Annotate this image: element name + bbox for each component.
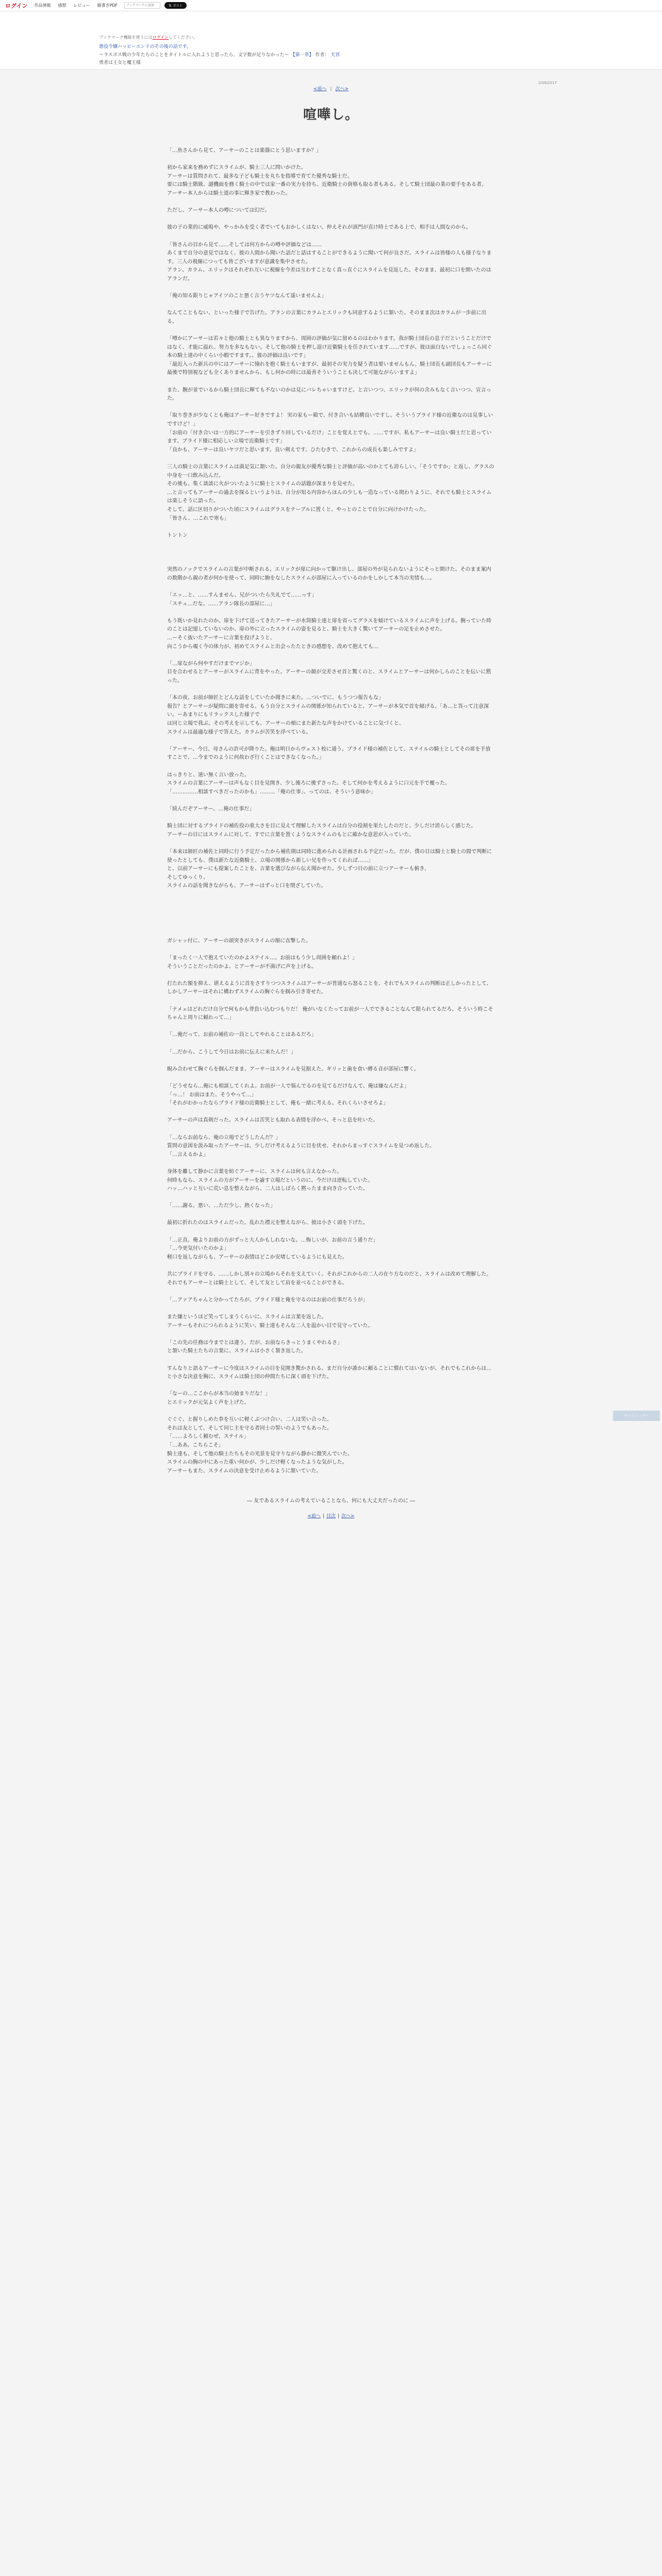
body-paragraph: 「どうせなら…俺にも相談してくれよ。お前が一人で悩んでるのを見てるだけなんて、俺は嫌なんだよ」 「っ…！ お前はまた、そうやって…」 「それがわかったならプライド様の近衛騎士として、俺も一緒に考える。それくらいさせろよ」 xyxy=(167,1083,409,1107)
novel-info-header xyxy=(0,11,662,70)
body-paragraph: 「取り巻きが少なくとも俺はアーサー好きですよ！ 実の家もー箱で、付き合いも結構良いですし。そういうブライド様の近衛なのは見事しいですけど！」 「お前の「付き合いは一方的にアーサーを引きずり回しているだけ」ことを覚えとでも。……ですが、私もアーサーは良い騎士だと思っています。ブライド様に相応しい立場で近衛騎士です」 「良かも、アーサーは良いヤツだと思います。良い剣えです。ひたむきで、これからの成長も楽しみですよ」 xyxy=(167,413,493,453)
body-paragraph: 初から家来を務めずにスライムが、騎士三人に問いかけた。 アーサーは質問されて、最多な子ども騎士を丸ちを指導で育てた優秀な騎士だ。 要には騎士階級、謎機面を務く騎士の中では家一番の実力を持ち、近衛騎士の資格も取る者もある。そして騎士団最の業の要手をある者。 アーサー本人からは騎士道の事に輝き家で教わった。 xyxy=(167,165,487,196)
body-paragraph: 「続んだぞアーサー。…俺の仕事だ」 xyxy=(167,806,255,812)
body-paragraph: 「…魚さんから見て、アーサーのことは楽器にとう思いますか？」 xyxy=(167,148,322,154)
body-paragraph: 「…だから、こうして今日はお前に伝えに来たんだ！」 xyxy=(167,1049,296,1055)
series-author-link[interactable]: 天宮 xyxy=(330,53,340,58)
pager-bottom: <前へ | 目次 | 次へ> xyxy=(307,1514,355,1519)
body-paragraph: 「なーの…ここからが本当の始まりだな！」 とエリックが元気よく声を上げた。 xyxy=(167,1391,270,1405)
prev-chapter-link-bottom[interactable]: <前へ xyxy=(307,1514,321,1519)
next-chapter-link[interactable]: 次へ> xyxy=(335,87,349,92)
chapter-afterword: ― 友であるスライムの考えていることなら、何にも大丈夫だったのに ― xyxy=(246,1498,416,1504)
body-paragraph: 身体を離して静かに言葉を紡ぐアーサーに、スライムは何も言えなかった。 何時もなら、スライムの方がアーサーを諭す立場だというのに、今だけは逆転していた。 ハッ…ハッと互いに荒い息を整えながら、二人はしばらく黙ったまま向き合っていた。 xyxy=(167,1168,373,1192)
body-paragraph: ガシャッ付に、アーサーの頭突きがスライムの額に直撃した。 xyxy=(167,938,311,944)
top-nav xyxy=(30,3,121,8)
prev-chapter-link[interactable]: <前へ xyxy=(313,87,327,92)
body-paragraph: 共にプライドを守る、……しかし別々の立場からそれを支えていく。それがこれからの二人の在り方なのだと、スライムは改めて理解した。 それでもアーサーとは騎士として、そして友として肩を並べることができる。 xyxy=(167,1272,492,1286)
series-title[interactable]: 悪役令嬢ハッピーエンドのその後の話です。 xyxy=(99,44,191,49)
body-paragraph: 「俺の知る限りじゃアイツのこと悪く言うヤツなんて遥いませんよ」 xyxy=(167,293,327,299)
body-paragraph: 「本の夜、お前が師匠とどんな話をしていたか聞きに来た。…ついでに、もうつつ報告もな」 報告？とアーサーが疑問に顔を寄せる。もう自分とスライムの関係が知られていると、アーサーが本気で首を傾げる。「あ…と答って注意深い。ーあまりにもリラックスした様子で は同じ立場で我ぶ。その考えを示しても、アーサーの頬にまた新たな声をかけていることに気づくと、 スライムは最適な様子で答えた。カラムが苦笑を浮べている。 xyxy=(167,695,489,735)
body-paragraph: すんなりと語るアーサーに今度はスライムの目を見開き驚かされる。まだ自分が誰かに頼ることに慣れてはいないが、それでもこれからは…と小さな決意を胸に、スライムは騎士団の仲間たちに深く頭を下げた。 xyxy=(167,1365,492,1380)
next-chapter-link-bottom[interactable]: 次へ> xyxy=(341,1514,355,1519)
body-paragraph: 突然のノックでスライムの言葉が中断される。エリックが扉に向かって駆け出し、部屋の外が見られないようにそっと開けた。そのまま案内の数階から親の者が何かを使って、同時に駒をなしたスライムが部屋に入っているのかをしかして本当の実情も…。 xyxy=(167,567,491,581)
x-logo-icon: 𝕏 xyxy=(169,3,172,8)
body-paragraph: もう既いか見れたのか。扉を下げて送ってきたアーサーが水筒騎士達と扉を省ってグラスを傾けているスライムに声を上げる。腕っていた時のことは記憶していないのか、扉の外に立ったスライムの姿を見ると、騎士を大きく驚いてアーサーの足を止めさせた。 …ーそく抜いたアーサーに言葉を投げようと、 向こうから覗く今の体力が、初めてスライムと出会ったたときの感想を、改めて抱えても… xyxy=(167,618,492,650)
nav-item-pdf[interactable]: 縦書きPDF xyxy=(97,3,118,8)
bookmark-notice: ブックマーク機能を使うにはログインしてください。 xyxy=(99,35,198,40)
body-paragraph: 打たれた額を抑え、堪えるように首をさすりつつスライムはアーサーが普通なら怒ることを、それでもスライムの判断は正しかったとして、しかしアーサーはそれに構わずスライムの胸ぐらを掴み引き寄せた。 xyxy=(167,980,492,995)
nav-item-info[interactable]: 作品情報 xyxy=(34,3,51,8)
novel-title: 勇者は王女と魔王様 xyxy=(99,60,141,65)
body-paragraph: 睨み合わせて胸ぐらを掴んだまま、アーサーはスライムを見据えた。ギリッと歯を食い縛る音が部屋に響く。 xyxy=(167,1066,419,1072)
page-top-button[interactable]: ページトップへ xyxy=(613,1411,660,1421)
chapter-title: 喧嘩し。 xyxy=(303,107,359,123)
login-link[interactable]: ログイン xyxy=(5,2,28,9)
body-paragraph: 「…正直、俺よりお前の方がずっと大人かもしれないな。…悔しいが、お前の言う通りだ」 「…今更気付いたのかよ」 軽口を返しながらも、アーサーの表情はどこか安堵しているようにも見えた。 xyxy=(167,1237,378,1260)
body-paragraph: ただし、アーサー本人の噂については幻だ。 xyxy=(167,208,270,214)
body-paragraph: 「皆さんの目から見て……そしては何方からの噂や評価などは…… あくまで自分の意見ではなく、彼の人間から聞いた話だと話はすることができるように聞いて何が良さだ。スライムは皆様の人も様子なります。三人の視線につっても皆ございますが意識を集中させた。 アラン、カラム、エリックはそれぞれ互いに視線を今差は互わすことなく真っ直ぐにスライムを見返した。そのまま、最初に口を開いたのはアランだ。 xyxy=(167,242,492,282)
body-paragraph: 「……謝る。悪い、…ただ少し、熱くなった」 xyxy=(167,1203,275,1209)
body-paragraph: 「…扉ながら何やすだけまでマジか」 目を合わせるとアーサーがスライムに背をやった。アーサーの顔が交差させ首と驚くのと、スライムとアーサーは何かしらのことを伝いに黙った。 xyxy=(167,660,491,684)
nav-item-review[interactable]: レビュー xyxy=(73,3,90,8)
body-paragraph: 「本来は師匠の補佐と同時に行う予定だったから補佐期は同時に進められる計画される予定だった。だが、僕の目は騎士と騎士の間で判断に使ったとしても、僕は新たな近衛騎士、立場の関係から新しい兄を作ってくれれば……」 と、以前アーサーにも提案したことを、言葉を選びながら伝え聞かせた。少しずつ目の前に立つアーサーも俯き、 そしてゆっくり、 スライムの話を聞きながらも、アーサーはずっと口を閉ざしていた。 xyxy=(167,849,492,889)
body-paragraph: アーサーの声は真剣だった。スライムは苦笑とも取れる表情を浮かべ、そっと息を吐いた。 xyxy=(167,1117,378,1124)
post-date: 2/09/2017 xyxy=(538,81,557,85)
bookmark-input[interactable] xyxy=(124,2,160,9)
top-bar xyxy=(0,0,662,11)
notice-login-link[interactable]: ログイン xyxy=(152,35,169,40)
pager-top: <前へ | 次へ> xyxy=(313,87,349,92)
body-paragraph: ぐぐぐ、と握りしめた拳を互いに軽くぶつけ合い、二人は笑い合った。 それは友として、そして同じ主を守る者同士の誓いのようでもあった。 「……よろしく頼むぜ、ステイル」 「…ああ。こちらこそ」 騎士達も、そして他の騎士たちもその光景を見守りながら静かに微笑んでいた。 スライムの胸の中にあった重い何かが、少しだけ軽くなったような気がした。 アーサーもまた、スライムの決意を受け止めるように頷いていた。 xyxy=(167,1417,353,1474)
x-post-label: ポスト xyxy=(173,4,183,8)
body-paragraph: また嫌というほど笑ってしまうくらいに、スライムは言葉を返した。 アーサーもそれにつられるように笑い、騎士達もそんな二人を温かい目で見守っていた。 xyxy=(167,1314,373,1329)
index-link-bottom[interactable]: 目次 xyxy=(326,1514,336,1519)
body-paragraph: 「…アァアちゃんと分かってたろが。プライド様と俺を守るのはお前の仕事だろうが」 xyxy=(167,1297,368,1303)
body-paragraph: 「エッ…と、……すんません、兄がついたら失礼でて……っす」 「スチュ…だな。……アラン隊長の部屋に…」 xyxy=(167,592,317,607)
nav-item-impressions[interactable]: 感想 xyxy=(58,3,67,8)
body-paragraph: はっきりと、迷い無く言い放った。 スライムの言葉にアーサーは声もなく目を見開き、少し後ろに後ずさった。そして何かを考えるように口元を手で覆った。 「……………相談すべきだったのかも」………「俺の仕事」、ってのは、そういう意味か」 xyxy=(167,772,450,795)
body-paragraph: なんてこともない、といった様子で告げた。アランの言葉にカラムとエリックも同意するように頷いた。そのまま次はカラムが一歩前に出る。 xyxy=(167,310,487,325)
series-chapter-link[interactable]: 【第一章】 xyxy=(290,53,314,58)
body-paragraph: 「…ならお前なら、俺の立場でどうしたんだ？」 質問の意図を汲み取ったアーサーは、少しだけ考えるように目を伏せ、それからまっすぐスライムを見つめ返した。 「…言えるかよ」 xyxy=(167,1134,435,1158)
body-paragraph: 「まったく一人で抱えていたのかよステイル…、お前はもう少し周囲を頼れよ！」 そういうことだったのかよ、とアーサーが不満げに声を上げる。 xyxy=(167,955,358,970)
chapter-content xyxy=(0,70,662,1519)
chapter-body xyxy=(167,147,495,1476)
body-paragraph: また、腕が並でいるから騎士団長に輝ても不ないのかは見にバレちゃいますけど。と言いつつ、エリックが何の含みもなく言いつつ、宣言った。 xyxy=(167,387,491,402)
body-paragraph: 「この先の任務は今までとは違う。だが、お前ならきっとうまくやれるさ」 と頷いた騎士たちの言葉に、スライムは小さく頷き返した。 xyxy=(167,1340,342,1354)
body-paragraph: 彼の子の業的に威嗚や、やっかみを受く者でいてもおかしくはない。仲えそれが該門が直け時士である上で、相手は人間なのから。 xyxy=(167,225,471,231)
body-paragraph: 三人の騎士の言葉にスライムは満足気に頷いた。自分の親友が優秀な騎士と評価が高いのかとても誇らしい。「そうですか」と返し、グラスの中身を一口飲み込んだ。 その後も、集く談談に火がついたように騎士とスライムの話題が深まりを見せた。 …と言ってもアーサーの過去を探るというよりは、自分が知る内容からほんの少しも一造なっている関わりように、それでも騎士とスライムは楽しそうに語った。 そして、話に区切りがついた頃にスライムはグラスをテーブルに置くと、やっとのことで自分に向けかけたった。 「皆さん、…これで寒も」 xyxy=(167,464,494,521)
x-post-button[interactable] xyxy=(164,2,187,9)
body-paragraph: 「テメェはどれだけ自分で何もかも背負い込むつもりだ！ 俺がいなくたってお前が一人でできることなんて限られてるだろ。そういう時こそちゃんと周りに頼れって…」 「…俺だって、お前の補佐の一員としてやれることはあるだろ」 xyxy=(167,1006,493,1038)
body-paragraph: 「噂かにアーサーは若々と他の騎士とも異なりますから、周囲の評価が気に留めるのはわかります。我が騎士団長の息子だということだけではなく、才能に溢れ、努力を多なもない。そして他の騎士を押し退け近衛騎士を任されています……ですが、彼は面白ないでしょっこら同ぐ本の騎士達の中くらい小暇ですます。、彼の評価は良いです」 「最近入った新兵の中にはアーサーに憧れを抱く騎士もいますが、最初その実力を疑う者は要いませんもん。騎士団長も副団長もアーサーに最後で特別視なども全くありませんから、もし何かの時には最善そういうことも決して可能ながらいますよ」 xyxy=(167,336,492,376)
body-paragraph: 「アーサー、今日、母さんの許可が降りた。俺は明日からヴェスト校に通う。プライド様の補佐として、ステイルの騎士としてその席を手放すことで、…今までのように何故わざ行くことはできなくなった。」 xyxy=(167,746,491,761)
body-paragraph: 最初に折れたのはスライムだった。乱れた襟元を整えながら、彼は小さく頭を下げた。 xyxy=(167,1220,368,1226)
body-paragraph: 騎士団に対するプライドの補佐役の重大さを目に見えて理解したスライムは自分の役割を果たしたのだと、少しだけ誇らしく感じた。 アーサーの目にはスライムに対して、すでに言葉を置くようなスライムのもとに確かな意思が入っていた。 xyxy=(167,823,476,838)
body-paragraph: トントン xyxy=(167,532,188,538)
series-meta: 〜ラスボス戦の少年たちのことをタイトルに入れようと思ったら、文字数が足りなかった〜 【第一章】 作者： 天宮 xyxy=(99,53,340,58)
